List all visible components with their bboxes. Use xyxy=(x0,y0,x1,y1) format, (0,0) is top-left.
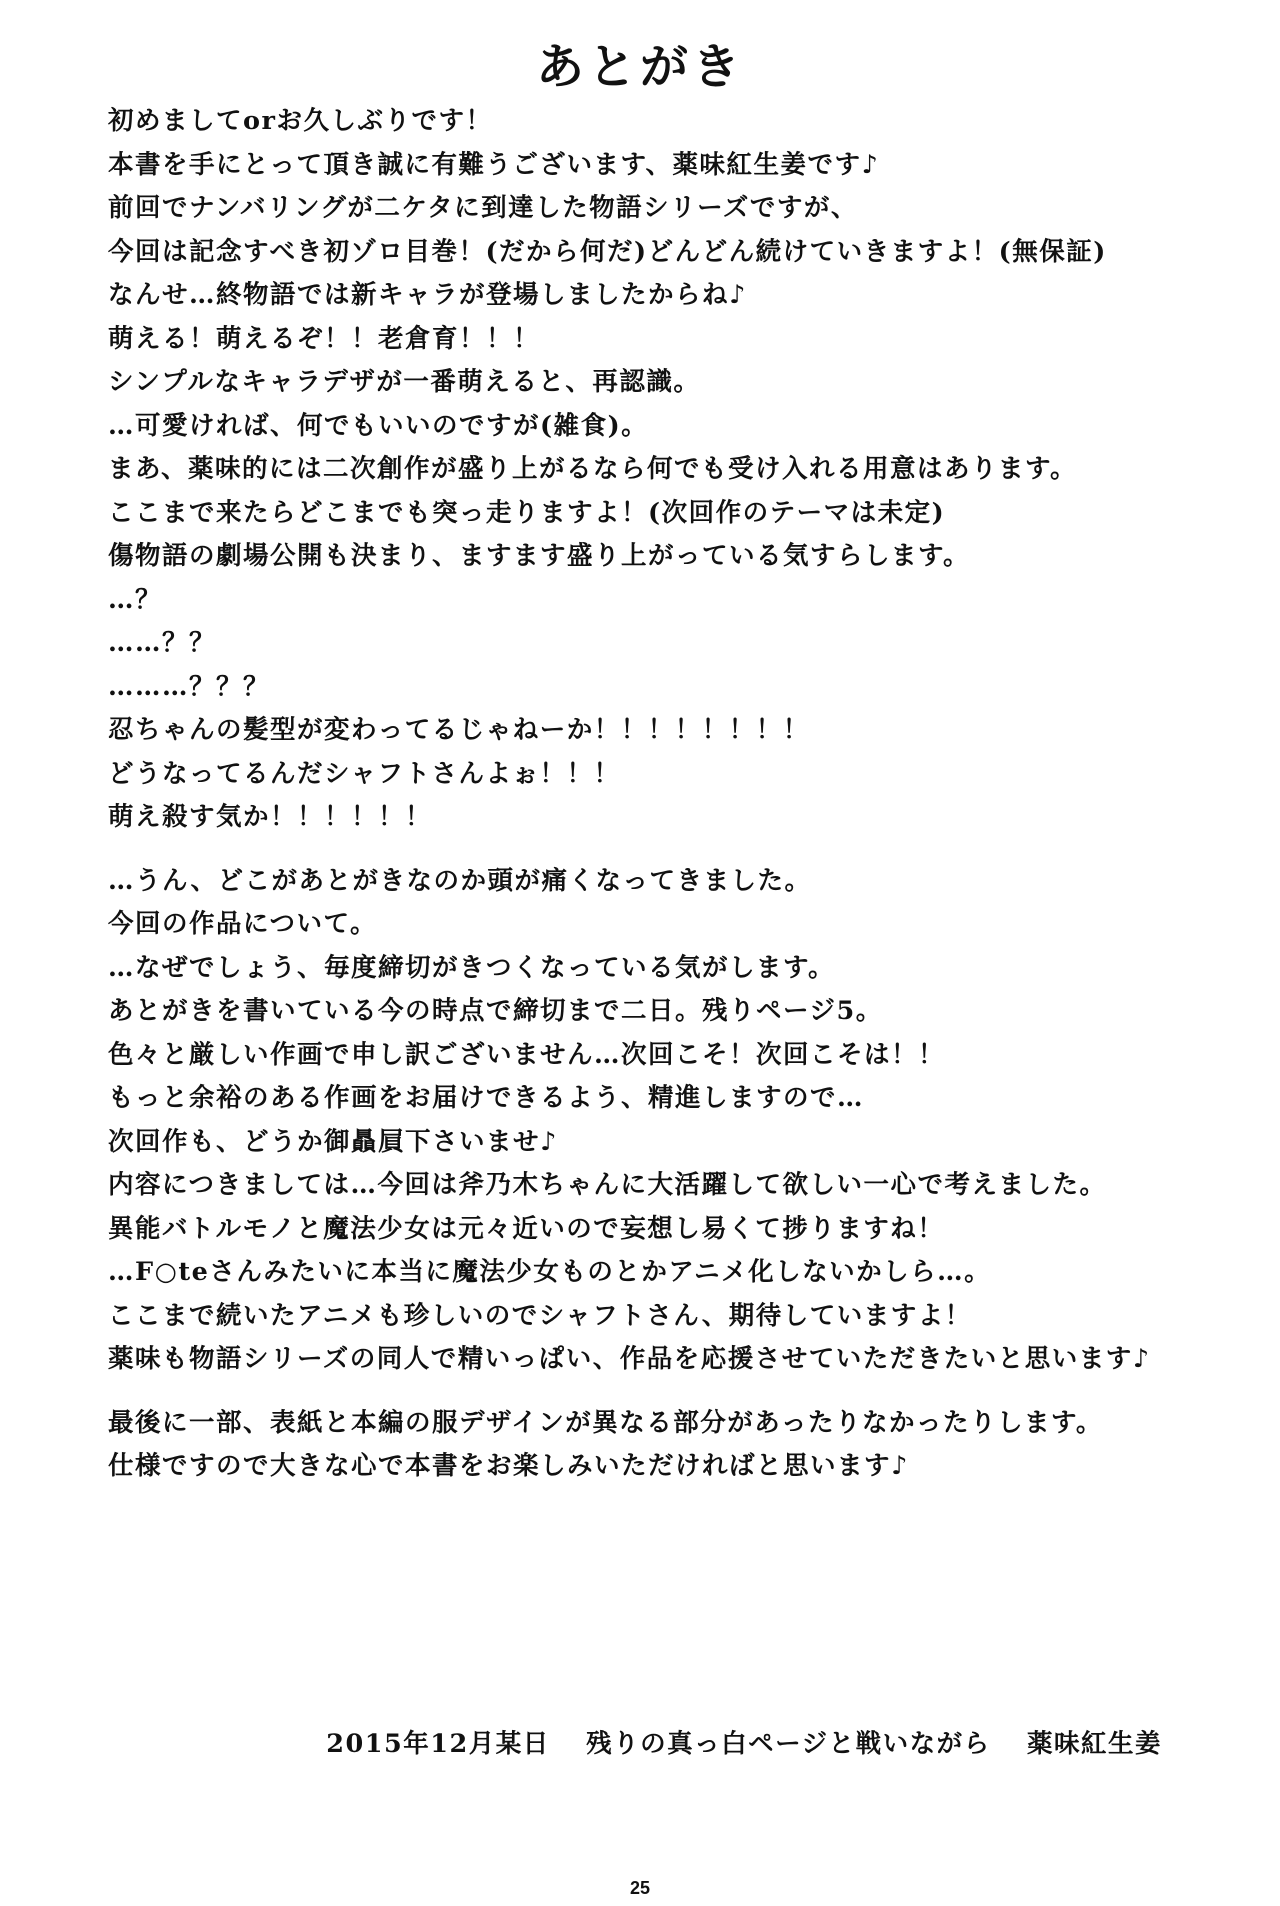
text-line: ……？？ xyxy=(108,628,217,658)
signature-date: 2015年12月某日 xyxy=(326,1729,550,1759)
text-line: 前回でナンバリングが二ケタに到達した物語シリーズですが、 xyxy=(108,193,858,223)
text-line: 萌える！萌えるぞ！！老倉育！！！ xyxy=(108,323,541,354)
page-number: 25 xyxy=(629,1878,651,1898)
text-line: 傷物語の劇場公開も決まり、ますます盛り上がっている気すらします。 xyxy=(108,541,970,571)
text-line: …F○teさんみたいに本当に魔法少女ものとかアニメ化しないかしら…。 xyxy=(108,1257,992,1287)
text-line: 薬味も物語シリーズの同人で精いっぱい、作品を応援させていただきたいと思います♪ xyxy=(108,1344,1151,1374)
signature-line xyxy=(326,1724,1162,1760)
text-line: 今回の作品について。 xyxy=(108,909,377,939)
text-line: …うん、どこがあとがきなのか頭が痛くなってきました。 xyxy=(108,865,812,896)
text-line: 仕様ですので大きな心で本書をお楽しみいただければと思います♪ xyxy=(108,1451,909,1481)
text-line: 本書を手にとって頂き誠に有難うございます、薬味紅生姜です♪ xyxy=(108,149,880,180)
text-line: …なぜでしょう、毎度締切がきつくなっている気がします。 xyxy=(108,952,835,983)
text-line: 今回は記念すべき初ゾロ目巻！(だから何だ)どんどん続けていきますよ！(無保証) xyxy=(108,236,1107,267)
text-line: まあ、薬味的には二次創作が盛り上がるなら何でも受け入れる用意はあります。 xyxy=(108,454,1077,484)
text-line: ………？？？ xyxy=(108,671,271,702)
text-line: 忍ちゃんの髪型が変わってるじゃねーか！！！！！！！！ xyxy=(108,715,810,745)
text-line: 内容につきましては…今回は斧乃木ちゃんに大活躍して欲しい一心で考えました。 xyxy=(108,1170,1107,1200)
text-line: 萌え殺す気か！！！！！！ xyxy=(108,802,433,832)
text-line: シンプルなキャラデザが一番萌えると、再認識。 xyxy=(108,367,701,397)
text-line: …？ xyxy=(108,584,163,615)
signature-author: 薬味紅生姜 xyxy=(1026,1729,1162,1759)
text-line: どうなってるんだシャフトさんよぉ！！！ xyxy=(108,758,621,789)
text-line: 最後に一部、表紙と本編の服デザインが異なる部分があったりなかったりします。 xyxy=(108,1407,1103,1438)
text-line: …可愛ければ、何でもいいのですが(雑食)。 xyxy=(108,410,649,441)
signature-note: 残りの真っ白ページと戦いながら xyxy=(586,1729,991,1759)
text-line: ここまで来たらどこまでも突っ走りますよ！(次回作のテーマは未定) xyxy=(108,497,946,528)
text-line: あとがきを書いている今の時点で締切まで二日。残りページ5。 xyxy=(108,996,883,1026)
page-title: あとがき xyxy=(535,39,744,95)
text-line: 初めましてorお久しぶりです！ xyxy=(108,106,493,136)
text-line: ここまで続いたアニメも珍しいのでシャフトさん、期待していますよ！ xyxy=(108,1300,972,1331)
text-line: 次回作も、どうか御贔屓下さいませ♪ xyxy=(108,1126,558,1157)
text-line: なんせ…終物語では新キャラが登場しましたからね♪ xyxy=(108,280,747,310)
text-line: 異能バトルモノと魔法少女は元々近いので妄想し易くて捗りますね！ xyxy=(108,1213,945,1244)
text-line: 色々と厳しい作画で申し訳ございません…次回こそ！次回こそは！！ xyxy=(108,1039,946,1070)
text-line: もっと余裕のある作画をお届けできるよう、精進しますので… xyxy=(108,1083,865,1113)
